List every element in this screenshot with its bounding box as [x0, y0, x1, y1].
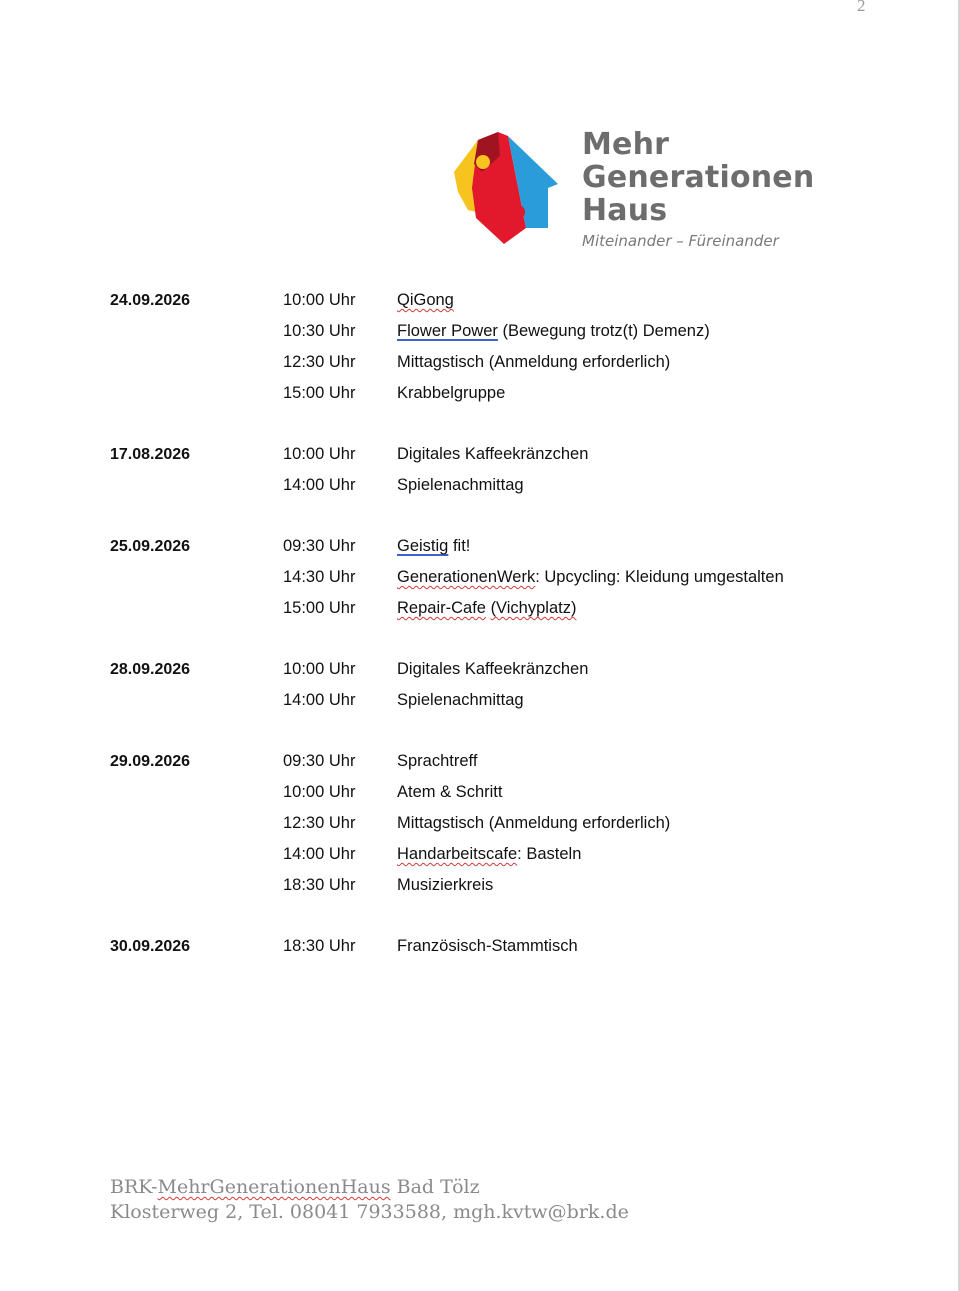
schedule-row — [110, 872, 870, 903]
event-title — [397, 841, 581, 868]
event-title — [397, 472, 524, 499]
event-time: 14:00 Uhr — [283, 845, 356, 863]
event-title — [397, 287, 454, 314]
event-title-part: Mittagstisch (Anmeldung erforderlich) — [397, 814, 671, 832]
event-title-part: (Vichyplatz) — [490, 599, 577, 617]
event-time: 10:00 Uhr — [283, 291, 356, 309]
schedule-day — [110, 933, 870, 964]
footer-address — [110, 1175, 629, 1225]
event-time: 10:00 Uhr — [283, 660, 356, 678]
schedule-row — [110, 533, 870, 564]
event-title-part: Flower Power — [397, 322, 498, 340]
schedule-row — [110, 748, 870, 779]
schedule-row — [110, 656, 870, 687]
logo-wordmark — [582, 128, 814, 250]
event-title-part: Atem & Schritt — [397, 783, 503, 801]
logo-line-2: Generationen — [582, 160, 815, 195]
footer-line-2: Klosterweg 2, Tel. 08041 7933588, mgh.kvtw@brk.de — [110, 1201, 629, 1223]
schedule-row — [110, 595, 870, 626]
event-time: 15:00 Uhr — [283, 599, 356, 617]
event-title-part: fit! — [448, 537, 471, 555]
event-time: 14:00 Uhr — [283, 476, 356, 494]
event-title-part: QiGong — [397, 291, 454, 309]
event-title-part: Sprachtreff — [397, 752, 478, 770]
schedule-row — [110, 687, 870, 718]
schedule-row — [110, 779, 870, 810]
logo-line-3: Haus — [582, 193, 668, 228]
day-date: 24.09.2026 — [110, 292, 191, 309]
event-title-part: Handarbeitscafe — [397, 845, 518, 863]
event-title-part: Französisch-Stammtisch — [397, 937, 578, 955]
event-time: 10:30 Uhr — [283, 322, 356, 340]
event-title — [397, 318, 710, 345]
schedule-day — [110, 441, 870, 503]
day-date: 25.09.2026 — [110, 538, 191, 555]
event-title — [397, 533, 470, 560]
event-title-part: Digitales Kaffeekränzchen — [397, 445, 589, 463]
event-title — [397, 564, 784, 591]
schedule-row — [110, 472, 870, 503]
event-title — [397, 748, 477, 775]
day-date: 17.08.2026 — [110, 446, 191, 463]
schedule-row — [110, 810, 870, 841]
event-title-part: Repair-Cafe — [397, 599, 486, 617]
event-title-part: Geistig — [397, 537, 449, 555]
day-date: 28.09.2026 — [110, 661, 191, 678]
event-time: 09:30 Uhr — [283, 537, 356, 555]
event-time: 10:00 Uhr — [283, 445, 356, 463]
event-title — [397, 779, 502, 806]
schedule-day — [110, 287, 870, 411]
event-title-part: Spielenachmittag — [397, 476, 524, 494]
event-title — [397, 656, 588, 683]
event-title-part: Mittagstisch (Anmeldung erforderlich) — [397, 353, 671, 371]
event-time: 10:00 Uhr — [283, 783, 356, 801]
schedule-row — [110, 933, 870, 964]
event-time: 14:30 Uhr — [283, 568, 356, 586]
footer-org-location: Bad Tölz — [390, 1176, 480, 1198]
event-time: 14:00 Uhr — [283, 691, 356, 709]
event-title-part: GenerationenWerk — [397, 568, 536, 586]
event-title — [397, 349, 670, 376]
house-puzzle-icon — [452, 132, 562, 244]
event-title-part: (Bewegung trotz(t) Demenz) — [497, 322, 710, 340]
event-title — [397, 810, 670, 837]
footer-line-1 — [110, 1175, 629, 1200]
event-title — [397, 933, 578, 960]
event-time: 12:30 Uhr — [283, 353, 356, 371]
event-title-part: Krabbelgruppe — [397, 384, 506, 402]
event-title — [397, 687, 524, 714]
event-title-part: : Upcycling: Kleidung umgestalten — [535, 568, 784, 586]
schedule-day — [110, 656, 870, 718]
logo-line-1: Mehr — [582, 127, 670, 162]
schedule-row — [110, 564, 870, 595]
event-title — [397, 380, 505, 407]
schedule-row — [110, 380, 870, 411]
schedule-row — [110, 441, 870, 472]
event-title — [397, 441, 588, 468]
event-title — [397, 872, 493, 899]
mehrgenerationenhaus-logo — [452, 127, 815, 253]
event-title-part: : Basteln — [517, 845, 582, 863]
schedule-row — [110, 841, 870, 872]
event-schedule — [110, 287, 870, 994]
schedule-row — [110, 287, 870, 318]
schedule-row — [110, 318, 870, 349]
event-time: 12:30 Uhr — [283, 814, 356, 832]
day-date: 30.09.2026 — [110, 938, 191, 955]
schedule-day — [110, 748, 870, 903]
page-number: 2 — [857, 0, 866, 15]
event-time: 18:30 Uhr — [283, 876, 356, 894]
event-title-part: Spielenachmittag — [397, 691, 524, 709]
footer-org-prefix: BRK- — [110, 1176, 158, 1198]
event-title-part: Digitales Kaffeekränzchen — [397, 660, 589, 678]
day-date: 29.09.2026 — [110, 753, 191, 770]
footer-org-name: MehrGenerationenHaus — [157, 1176, 391, 1198]
event-title-part: Musizierkreis — [397, 876, 494, 894]
event-title — [397, 595, 576, 622]
schedule-day — [110, 533, 870, 626]
schedule-row — [110, 349, 870, 380]
event-time: 15:00 Uhr — [283, 384, 356, 402]
event-time: 18:30 Uhr — [283, 937, 356, 955]
event-time: 09:30 Uhr — [283, 752, 356, 770]
logo-tagline: Miteinander – Füreinander — [582, 232, 779, 250]
